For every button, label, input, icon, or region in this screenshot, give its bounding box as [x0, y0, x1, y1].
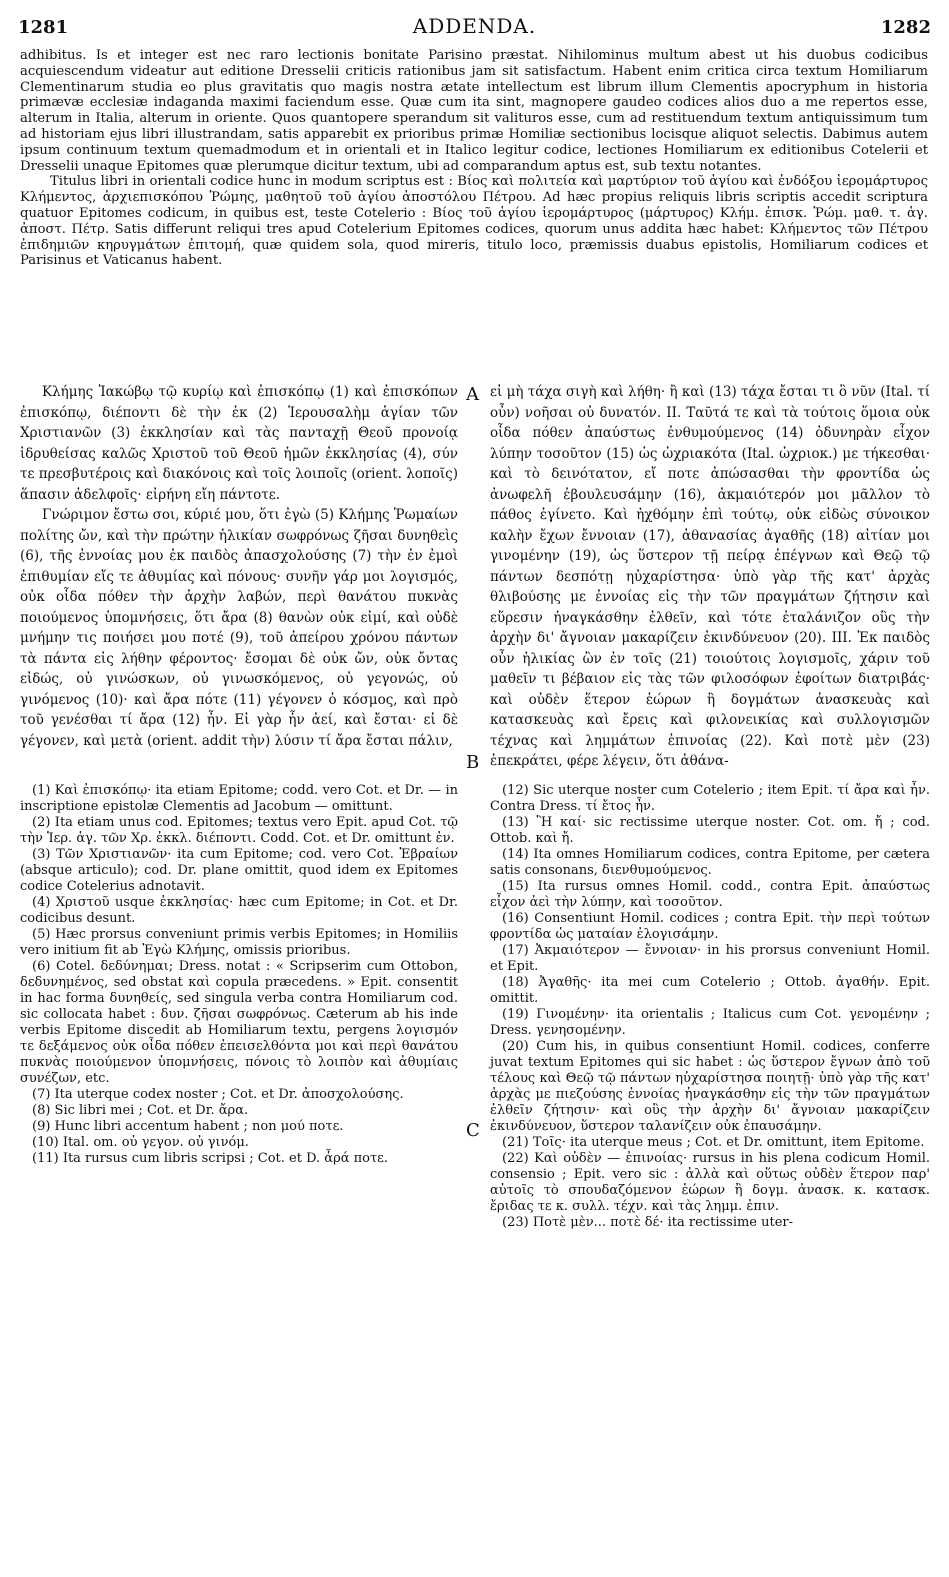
intro-text — [20, 48, 928, 269]
greek-text-left-column — [20, 382, 458, 751]
footnote: (22) Καὶ οὐδὲν — ἐπινοίας· rursus in his plena codicum Homil. consensio ; Epit. vero sic : ἀλλὰ καὶ οὕτως οὐδὲν ἕτερον παρ' αὐτοῖς τὸ σπουδαζόμενον ἑώρων ἢ δογμ. ἀνασκ. κ. κατασκ. ἔριδας τε κ. συλλ. τέχν. καὶ τὰς λημμ. ἐπιν. — [490, 1151, 930, 1214]
right-page-number: 1282 — [880, 17, 931, 38]
margin-marker-c: C — [466, 1120, 480, 1141]
page-title: ADDENDA. — [412, 14, 537, 38]
footnotes-right — [490, 783, 930, 1231]
footnote: (15) Ita rursus omnes Homil. codd., contra Epit. ἀπαύστως εἶχον ἀεὶ τὴν λύπην, καὶ τοσοῦτον. — [490, 879, 930, 910]
footnote: (4) Χριστοῦ usque ἐκκλησίας· hæc cum Epitome; in Cot. et Dr. codicibus desunt. — [20, 895, 458, 926]
intro-paragraph: Titulus libri in orientali codice hunc in modum scriptus est : Βίος καὶ πολιτεία καὶ μαρτύριον τοῦ ἁγίου καὶ ἐνδόξου ἱερομάρτυρος Κλήμεντος, ἀρχιεπισκόπου Ῥώμης, μαθητοῦ τοῦ ἁγίου ἀποστόλου Πέτρου. Ad hæc propius reliquis libris scriptis accedit scriptura quatuor Epitomes codicum, in quibus est, teste Cotelerio : Βίος τοῦ ἁγίου ἱερομάρτυρος (μάρτυρος) Κλήμ. ἐπισκ. Ῥώμ. μαθ. τ. ἁγ. ἀποστ. Πέτρ. Satis differunt reliqui tres apud Cotelerium Epitomes codices, quorum unus addita hæc habet: Κλήμεντος τῶν Πέτρου ἐπιδημιῶν κηρυγμάτων ἐπιτομή, quæ quidem sola, quod mireris, titulo loco, præmissis duabus epistolis, Homiliarum codices et Parisinus et Vaticanus habent. — [20, 174, 928, 269]
footnote: (10) Ital. om. οὐ γεγον. οὐ γινόμ. — [32, 1135, 249, 1150]
left-page-number: 1281 — [18, 17, 69, 38]
margin-marker-a: A — [466, 384, 479, 405]
footnote: (1) Καὶ ἐπισκόπῳ· ita etiam Epitome; codd. vero Cot. et Dr. — in inscriptione epistolæ Clementis ad Jacobum — omittunt. — [20, 783, 458, 814]
footnote: (19) Γινομένην· ita orientalis ; Italicus cum Cot. γενομένην ; Dress. γενησομένην. — [490, 1007, 930, 1038]
greek-paragraph: Κλήμης Ἰακώβῳ τῷ κυρίῳ καὶ ἐπισκόπῳ (1) καὶ ἐπισκόπων ἐπισκόπῳ, διέποντι δὲ τὴν ἐκ (2) Ἱερουσαλὴμ ἁγίαν τῶν Χριστιανῶν (3) ἐκκλησίαν καὶ τὰς πανταχῇ Θεοῦ προνοίᾳ ἱδρυθείσας καλῶς Χριστοῦ τοῦ Θεοῦ ἡμῶν ἐκκλησίας (4), σύν τε πρεσβυτέροις καὶ διακόνοις καὶ τοῖς λοιποῖς (orient. λοποῖς) ἅπασιν ἀδελφοῖς· εἰρήνη εἴη πάντοτε. — [20, 384, 458, 503]
footnote: (6) Cotel. δεδύνημαι; Dress. notat : « Scripserim cum Ottobon, δεδυνημένος, sed obstat καὶ copula præcedens. » Epit. consentit in hac forma δυνηθείς, sed singula verba contra Homiliarum cod. sic collocata habet : δυν. ζῆσαι σωφρόνως. Cæterum ab his inde verbis Epitome discedit ab Homiliarum textu, pergens λογισμόν τε δεξάμενος οὐκ οἶδα πόθεν ἐπεισελθόντα μοι καὶ περὶ θανάτου πυκνὰς ποιούμενον ὑπομνήσεις, πόνοις τὸ λοιπὸν καὶ ἀθυμίαις συνέζων, etc. — [20, 959, 458, 1086]
footnote: (9) Hunc libri accentum habent ; non μού ποτε. — [32, 1119, 344, 1134]
footnote: (21) Τοῖς· ita uterque meus ; Cot. et Dr. omittunt, item Epitome. — [502, 1135, 925, 1150]
footnote: (23) Ποτὲ μὲν... ποτὲ δέ· ita rectissime uter- — [502, 1215, 794, 1230]
page-header — [18, 14, 931, 40]
footnote: (12) Sic uterque noster cum Cotelerio ; item Epit. τί ἄρα καὶ ἦν. Contra Dress. τί ἔτος ἦν. — [490, 783, 930, 814]
footnotes-left — [20, 783, 458, 1167]
footnote: (20) Cum his, in quibus consentiunt Homil. codices, conferre juvat textum Epitomes qui sic habet : ὡς ὕστερον ἔγνων ἀπὸ τοῦ τέλους καὶ Θεῷ τῷ πάντων ηὐχαρίστησα ποιητῇ· ὑπὸ γὰρ τῆς κατ' ἀρχὰς με πιεζούσης ἐννοίας ἠναγκάσθην εἰς τὴν τῶν πραγμάτων ἐλθεῖν ζήτησιν· καὶ οὓς τὴν ἀρχὴν δι' ἄγνοιαν μακαρίζειν ἐκινδύνευον, ὕστερον ταλανίζειν οὐκ ἐπαυσάμην. — [490, 1039, 930, 1134]
footnote: (2) Ita etiam unus cod. Epitomes; textus vero Epit. apud Cot. τῷ τὴν Ἱερ. ἁγ. τῶν Χρ. ἐκκλ. διέποντι. Codd. Cot. et Dr. omittunt ἐν. — [20, 815, 458, 846]
footnote: (11) Ita rursus cum libris scripsi ; Cot. et D. ἆρά ποτε. — [32, 1151, 389, 1166]
greek-paragraph: εἰ μὴ τάχα σιγὴ καὶ λήθη· ἢ καὶ (13) τάχα ἔσται τι ὃ νῦν (Ital. τί οὖν) νοῆσαι οὐ δυνατόν. II. Ταῦτά τε καὶ τὰ τούτοις ὅμοια οὐκ οἶδα πόθεν ἀπαύστως ἐνθυμούμενος (14) ὀδυνηρὰν εἶχον λύπην τοσοῦτον (15) ὡς ὠχριακότα (Ital. ὠχριοκ.) με τήκεσθαι· καὶ τὸ δεινότατον, εἴ ποτε ἀπώσασθαι τὴν φροντίδα ὡς ἀνωφελῆ ἐβουλευσάμην (16), ἀκμαιότερόν μοι μᾶλλον τὸ πάθος ἐγίνετο. Καὶ ἠχθόμην ἐπὶ τούτῳ, οὐκ εἰδὼς σύνοικον καλὴν ἔχων ἔννοιαν (17), ἀθανασίας ἀγαθῆς (18) αἰτίαν μοι γινομένην (19), ὡς ὕστερον τῇ πείρᾳ ἐπέγνων καὶ Θεῷ τῷ πάντων δεσπότῃ ηὐχαρίστησα· ὑπὸ γὰρ τῆς κατ' ἀρχὰς θλιβούσης με ἐννοίας εἰς τὴν τῶν πραγμάτων ζήτησιν καὶ εὕρεσιν ἠναγκάσθην ἐλθεῖν, καὶ τότε ἐταλάνιζον οὓς τὴν ἀρχὴν δι' ἄγνοιαν μακαρίζειν ἐκινδύνευον (20). III. Ἐκ παιδὸς οὖν ἡλικίας ὢν ἐν τοῖς (21) τοιούτοις λογισμοῖς, χάριν τοῦ μαθεῖν τι βέβαιον εἰς τὰς τῶν φιλοσόφων ἐφοίτων διατριβάς· καὶ οὐδὲν ἕτερον ἑώρων ἢ δογμάτων ἀνασκευὰς καὶ κατασκευὰς καὶ ἔρεις καὶ φιλονεικίας καὶ συλλογισμῶν τέχνας καὶ λημμάτων ἐπινοίας (22). Καὶ ποτὲ μὲν (23) ἐπεκράτει, φέρε λέγειν, ὅτι ἀθάνα- — [490, 384, 930, 769]
footnote: (3) Τῶν Χριστιανῶν· ita cum Epitome; cod. vero Cot. Ἑβραίων (absque articulo); cod. Dr. plane omittit, quod idem ex Epitomes codice Cotelerius adnotavit. — [20, 847, 458, 894]
footnote: (7) Ita uterque codex noster ; Cot. et Dr. ἀποσχολούσης. — [32, 1087, 404, 1102]
greek-paragraph: Γνώριμον ἔστω σοι, κύριέ μου, ὅτι ἐγὼ (5) Κλήμης Ῥωμαίων πολίτης ὤν, καὶ τὴν πρώτην ἡλικίαν σωφρόνως ζῆσαι δυνηθεὶς (6), τῆς ἐννοίας μου ἐκ παιδὸς ἀπασχολούσης (7) τὴν ἐν ἐμοὶ ἐπιθυμίαν εἴς τε ἀθυμίας καὶ πόνους· συνῆν γάρ μοι λογισμός, οὐκ οἶδα πόθεν τὴν ἀρχὴν λαβών, περὶ θανάτου πυκνὰς ποιούμενος ὑπομνήσεις, ὅτι ἄρα (8) θανὼν οὐκ εἰμί, καὶ οὐδὲ μνήμην τις ποιήσει μου ποτέ (9), τοῦ ἀπείρου χρόνου πάντων τὰ πάντα εἰς λήθην φέροντος· ἔσομαι δὲ οὐκ ὤν, οὐκ ὄντας εἰδώς, οὐ γινώσκων, οὐ γινωσκόμενος, οὐ γεγονώς, οὐ γινόμενος (10)· καὶ ἄρα πότε (11) γέγονεν ὁ κόσμος, καὶ πρὸ τοῦ γενέσθαι τί ἄρα (12) ἦν. Εἰ γὰρ ἦν ἀεί, καὶ ἔσται· εἰ δὲ γέγονεν, καὶ μετὰ (orient. addit τὴν) λύσιν τί ἄρα ἔσται πάλιν, — [20, 507, 458, 749]
footnote: (8) Sic libri mei ; Cot. et Dr. ἄρα. — [32, 1103, 249, 1118]
footnote: (16) Consentiunt Homil. codices ; contra Epit. τὴν περὶ τούτων φροντίδα ὡς ματαίαν ἐλογισάμην. — [490, 911, 930, 942]
margin-marker-b: B — [466, 752, 480, 773]
intro-paragraph: adhibitus. Is et integer est nec raro lectionis bonitate Parisino præstat. Nihilominus multum abest ut his duobus codicibus acquiescendum videatur aut editione Dresselii criticis rationibus jam sit satisfactum. Habent enim critica circa textum Homiliarum Clementinarum studia eo plus gravitatis quo magis nostra ætate intellectum est librum illum Clementis apocryphum in historia primævæ ecclesiæ indaganda maximi faciendum esse. Quæ cum ita sint, magnopere gaudeo codices alios duo a me repertos esse, alterum in Italia, alterum in oriente. Quos quantopere sperandum sit valituros esse, cum ad restituendum textum antiquissimum tum ad historiam ejus libri illustrandam, satis apparebit ex prioribus primæ Homiliæ sectionibus locisque aliquot selectis. Dabimus autem ipsum continuum textum quemadmodum et in orientali et in Italico legitur codice, lectiones Homiliarum ex editionibus Cotelerii et Dresselii unaque Epitomes quæ plerumque dicitur textum, ubi ad comparandum aptus est, sub textu notantes. — [20, 48, 928, 174]
footnote: (13) Ἢ καί· sic rectissime uterque noster. Cot. om. ἤ ; cod. Ottob. καὶ ἤ. — [490, 815, 930, 846]
greek-text-right-column — [490, 382, 930, 772]
footnote: (14) Ita omnes Homiliarum codices, contra Epitome, per cætera satis consonans, διενθυμούμενος. — [490, 847, 930, 878]
footnote: (18) Ἀγαθῆς· ita mei cum Cotelerio ; Ottob. ἀγαθήν. Epit. omittit. — [490, 975, 930, 1006]
footnote: (17) Ἀκμαιότερον — ἔννοιαν· in his prorsus conveniunt Homil. et Epit. — [490, 943, 930, 974]
footnote: (5) Hæc prorsus conveniunt primis verbis Epitomes; in Homiliis vero initium fit ab Ἐγὼ Κλήμης, omissis prioribus. — [20, 927, 458, 958]
